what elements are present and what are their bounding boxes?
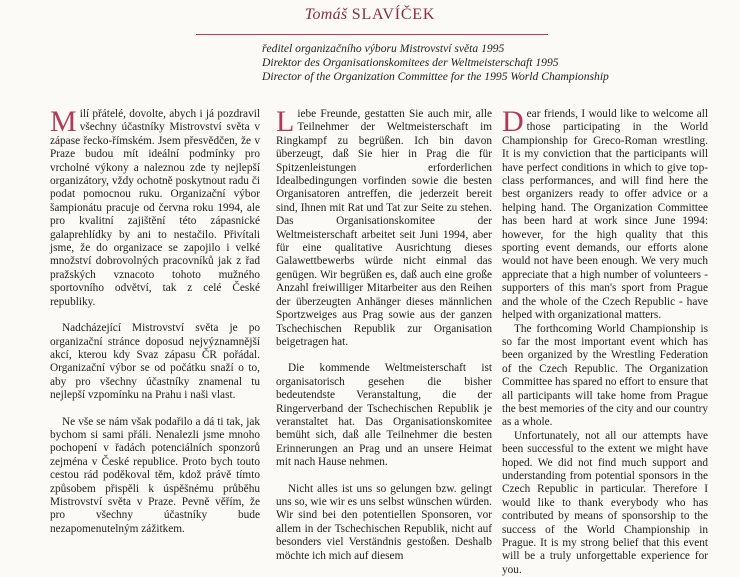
english-drop-cap: D bbox=[502, 105, 524, 138]
author-first-name: Tomáš bbox=[304, 6, 348, 23]
english-paragraph-1-text: ear friends, I would like to welcome all those participating in the World Championship for Greco-Roman wrestling. It is my conviction that the participants will have perfect conditions in which to give top-class performances, and will find here the best organizers ready to offer advice or a helping hand. The Organization Committee has been hard at work since June 1994: however, for the high quality that this sporting event demands, our efforts alone would not have been enough. We very much appreciate that a high number of volunteers - supporters of this man's sport from Prague and the whole of the Czech Republic - have helped with organizational matters. bbox=[502, 108, 708, 322]
czech-drop-cap: M bbox=[50, 105, 77, 138]
header-rule bbox=[196, 34, 548, 35]
author-name bbox=[0, 6, 740, 24]
english-paragraph-3: Unfortunately, not all our attempts have been successful to the extent we might have hoped. We did not find much support and understanding from potential sponsors in the Czech Republic in particular. Therefore I would like to thank everybody who has contributed by means of sponsorship to the success of the World Championship in Prague. It is my strong belief that this event will be a truly unforgettable experience for you. bbox=[502, 429, 708, 576]
english-paragraph bbox=[502, 105, 708, 323]
role-czech: ředitel organizačního výboru Mistrovství světa 1995 bbox=[262, 42, 505, 55]
czech-paragraph-1-text: ilí přátelé, dovolte, abych i já pozdravil všechny účastníky Mistrovství světa v zápase řecko-římském. Jsem přesvědčen, že v Praze budou mít ideální podmínky pro vrcholné výkony a naleznou zde ty nejlepší organizátory, vždy ochotně poskytnout radu či podat pomocnou ruku. Organizační výbor šampionátu pracuje od června roku 1994, ale pro kvalitní zajištění této zápasnické galaprehlídky by ani to nestačilo. Přivítali jsme, že do organizace se zapojilo i velké množství dobrovolných pracovníků jak z řad pražských vznacoto tohoto mužného sportovního odvětví, tak z celé České republiky. bbox=[50, 108, 260, 308]
role-english: Director of the Organization Committee for the 1995 World Championship bbox=[262, 70, 609, 84]
german-paragraph bbox=[276, 105, 492, 349]
czech-paragraph-2: Nadcházející Mistrovství světa je po organizační stránce doposud nejvýznamnější akcí, kterou kdy Svaz zápasu ČR pořádal. Organizační výbor se od počátku snaží o to, aby pro všechny účastníky znamenal tu nejlepší vzpomínku na Prahu i naši vlast. bbox=[50, 322, 260, 402]
role-german: Direktor des Organisationskomitees der Weltmeisterschaft 1995 bbox=[262, 56, 559, 70]
czech-paragraph bbox=[50, 105, 260, 309]
german-paragraph-2: Die kommende Weltmeisterschaft ist organisatorisch gesehen die bisher bedeutendste Veranstaltung, die der Ringerverband der Tschechischen Republik je veranstaltet hat. Das Organisationskomitee bemüht sich, daß alle Teilnehmer die besten Erinnerungen an Prag und an unsere Heimat mit nach Hause nehmen. bbox=[276, 362, 492, 469]
czech-column bbox=[50, 105, 260, 535]
author-last-name: SLAVÍČEK bbox=[351, 6, 436, 23]
author-roles bbox=[262, 42, 609, 85]
german-drop-cap: L bbox=[276, 105, 295, 138]
czech-paragraph-3: Ne vše se nám však podařilo a dá ti tak, jak bychom si sami přáli. Nenalezli jsme mnoho pochopení v řadách potenciálních sponzorů zejména v České republice. Proto bych touto cestou rád poděkoval těm, kdož právě tímto způsobem přispěli k úspěšnému průběhu Mistrovství světa v Praze. Pevně věřím, že pro všechny účastníky bude nezapomenutelným zážitkem. bbox=[50, 415, 260, 535]
german-column bbox=[276, 105, 492, 562]
english-paragraph-2: The forthcoming World Championship is so far the most important event which has been organized by the Wrestling Federation of the Czech Republic. The Organization Committee has spared no effort to ensure that all participants will take home from Prague the best memories of the city and our country as a whole. bbox=[502, 322, 708, 429]
english-column bbox=[502, 105, 708, 576]
german-paragraph-3: Nicht alles ist uns so gelungen bzw. gelingt uns so, wie wir es uns selbst wünschen würden. Wir sind bei den potentiellen Sponsoren, vor allem in der Tschechischen Republik, nicht auf besonders viel Verständnis gestoßen. Deshalb möchte ich mich auf diesem bbox=[276, 482, 492, 562]
german-paragraph-1-text: iebe Freunde, gestatten Sie auch mir, alle Teilnehmer der Weltmeisterschaft im Ringkampf zu begrüßen. Ich bin davon überzeugt, daß Sie hier in Prag die für Spitzenleistungen erforderlichen Idealbedingungen vorfinden sowie die besten Organisatoren antreffen, die jederzeit bereit sind, Ihnen mit Rat und Tat zur Seite zu stehen. Das Organisationskomitee der Weltmeisterschaft arbeitet seit Juni 1994, aber für eine qualitative Ausrichtung dieses Galawettbewerbs würde nicht einmal das genügen. Wir begrüßen es, daß auch eine große Anzahl freiwilliger Mitarbeiter aus den Reihen der überzeugten Anhänger dieses männlichen Sportzweiges aus Prag sowie aus der ganzen Tschechischen Republik zur Organisation beigetragen hat. bbox=[276, 108, 492, 348]
